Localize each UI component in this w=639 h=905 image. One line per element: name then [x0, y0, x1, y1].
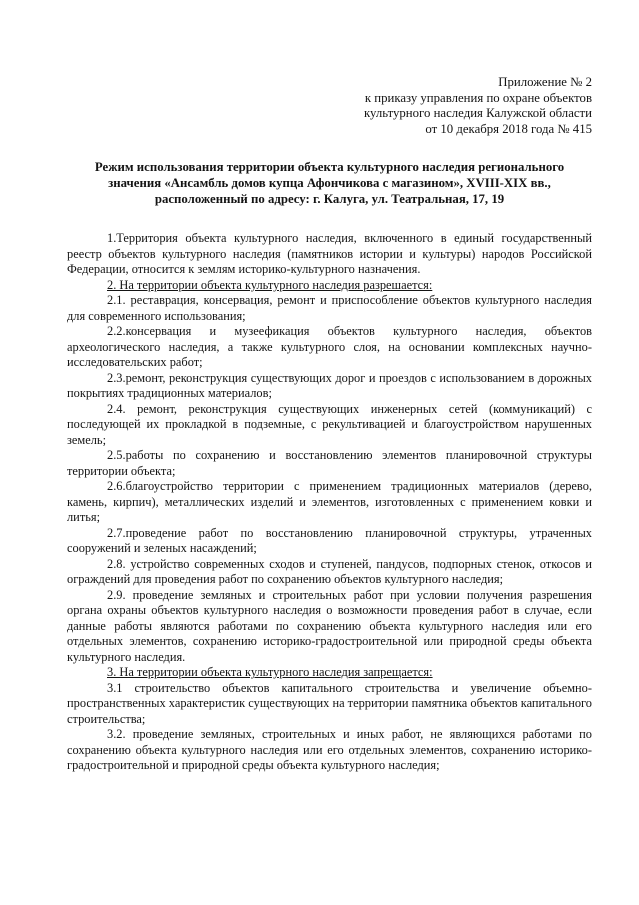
document-page	[67, 0, 592, 774]
paragraph-3-2: 3.2. проведение земляных, строительных и иных работ, не являющихся работами по сохранению объекта культурного наследия или его отдельных элементов, сохранению историко-градостроительной и природной среды объекта культурного наследия;	[67, 727, 592, 773]
paragraph-2-6: 2.6.благоустройство территории с применением традиционных материалов (дерево, камень, кирпич), металлических изделий и элементов, изготовленных с применением ковки и литья;	[67, 479, 592, 525]
order-date-line: от 10 декабря 2018 года № 415	[425, 121, 592, 136]
paragraph-2-2: 2.2.консервация и музеефикация объектов культурного наследия, объектов археологического наследия, а также культурного слоя, на основании комплексных научно-исследовательских работ;	[67, 324, 592, 370]
appendix-number: Приложение № 2	[498, 75, 592, 89]
authority-line: культурного наследия Калужской области	[363, 106, 592, 121]
order-reference-line: к приказу управления по охране объектов	[364, 90, 592, 105]
section-2-heading: 2. На территории объекта культурного наследия разрешается:	[107, 277, 433, 292]
paragraph-3-1: 3.1 строительство объектов капитального строительства и увеличение объемно-пространственных характеристик существующих на территории памятника объектов капитального строительства;	[67, 680, 592, 726]
paragraph-2-7: 2.7.проведение работ по восстановлению планировочной структуры, утраченных сооружений и зеленых насаждений;	[67, 525, 592, 556]
section-3-heading: 3. На территории объекта культурного наследия запрещается:	[107, 665, 433, 680]
paragraph-1: 1.Территория объекта культурного наследия, включенного в единый государственный реестр объектов культурного наследия (памятников истории и культуры) народов Российской Федерации, относится к землям историко-культурного назначения.	[67, 231, 592, 277]
paragraph-2-3: 2.3.ремонт, реконструкция существующих дорог и проездов с использованием в дорожных покрытиях традиционных материалов;	[67, 370, 592, 401]
paragraph-2-5: 2.5.работы по сохранению и восстановлению элементов планировочной структуры территории объекта;	[67, 448, 592, 478]
paragraph-2-8: 2.8. устройство современных сходов и ступеней, пандусов, подпорных стенок, откосов и ограждений для проведения работ по сохранению объектов культурного наследия;	[67, 556, 592, 587]
document-title: Режим использования территории объекта культурного наследия регионального значения «Ансамбль домов купца Афончикова с магазином», XVIII-XIX вв., расположенный по адресу: г. Калуга, ул. Театральная, 17, 19	[94, 160, 565, 207]
paragraph-2-4: 2.4. ремонт, реконструкция существующих инженерных сетей (коммуникаций) с последующей их прокладкой в подземные, с рекультивацией и благоустройством нарушенных земель;	[67, 401, 592, 447]
paragraph-2-9: 2.9. проведение земляных и строительных работ при условии получения разрешения органа охраны объектов культурного наследия о возможности проведения работ в случае, если данные работы являются работами по сохранению объекта культурного наследия или его отдельных элементов, сохранению историко-градостроительной или природной среды объекта культурного наследия.	[67, 587, 592, 664]
document-body	[67, 231, 592, 774]
appendix-header	[67, 75, 592, 137]
paragraph-2-1: 2.1. реставрация, консервация, ремонт и приспособление объектов культурного наследия для современного использования;	[67, 293, 592, 323]
